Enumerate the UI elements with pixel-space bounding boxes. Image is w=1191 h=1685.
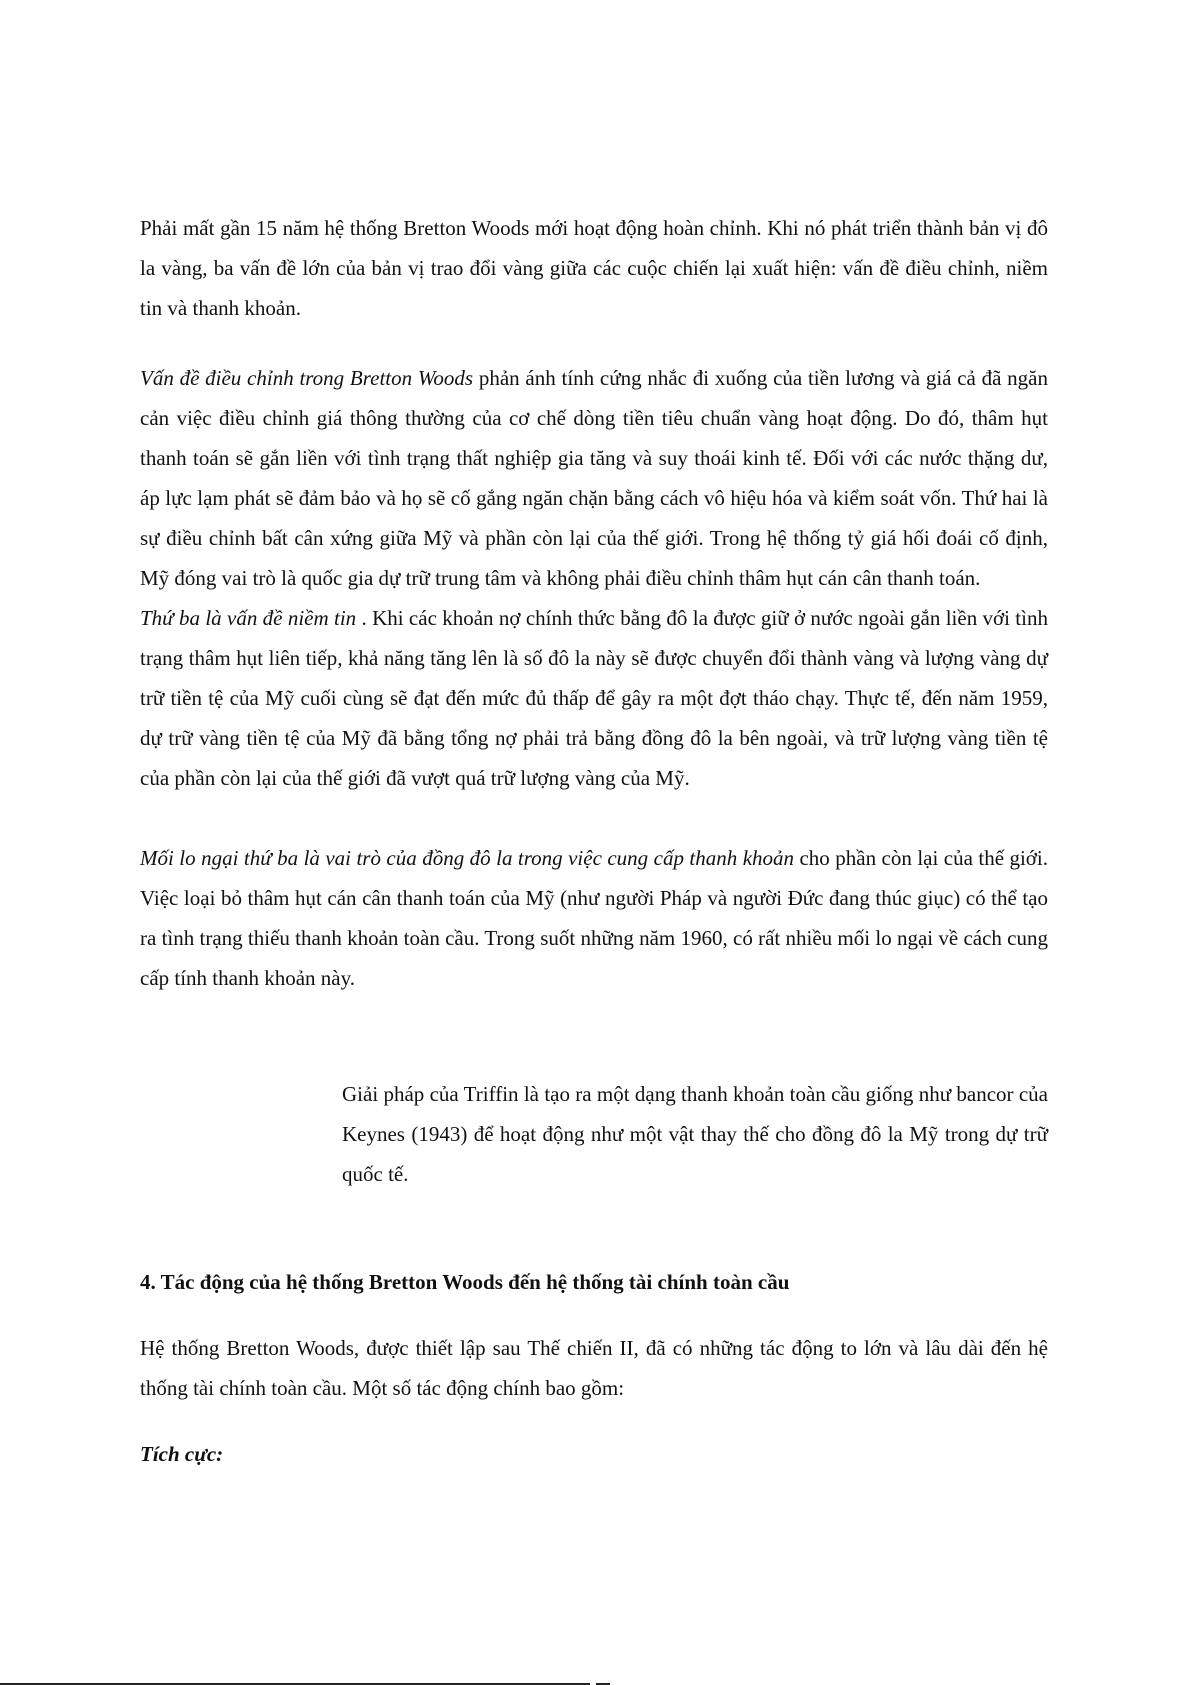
confidence-text: . Khi các khoản nợ chính thức bằng đô la được giữ ở nước ngoài gắn liền với tình trạng thâm hụt liên tiếp, khả năng tăng lên là số đô la này sẽ được chuyển đổi thành vàng và lượng vàng dự trữ tiền tệ của Mỹ cuối cùng sẽ đạt đến mức đủ thấp để gây ra một đợt tháo chạy. Thực tế, đến năm 1959, dự trữ vàng tiền tệ của Mỹ đã bằng tổng nợ phải trả bằng đồng đô la bên ngoài, và trữ lượng vàng tiền tệ của phần còn lại của thế giới đã vượt quá trữ lượng vàng của Mỹ. [140, 606, 1048, 790]
section-intro [140, 1328, 1048, 1408]
adjustment-text: phản ánh tính cứng nhắc đi xuống của tiền lương và giá cả đã ngăn cản việc điều chỉnh giá thông thường của cơ chế dòng tiền tiêu chuẩn vàng hoạt động. Do đó, thâm hụt thanh toán sẽ gắn liền với tình trạng thất nghiệp gia tăng và suy thoái kinh tế. Đối với các nước thặng dư, áp lực lạm phát sẽ đảm bảo và họ sẽ cố gắng ngăn chặn bằng cách vô hiệu hóa và kiểm soát vốn. Thứ hai là sự điều chỉnh bất cân xứng giữa Mỹ và phần còn lại của thế giới. Trong hệ thống tỷ giá hối đoái cố định, Mỹ đóng vai trò là quốc gia dự trữ trung tâm và không phải điều chỉnh thâm hụt cán cân thanh toán. [140, 366, 1048, 590]
liquidity-text: cho phần còn lại của thế giới. Việc loại bỏ thâm hụt cán cân thanh toán của Mỹ (như người Pháp và người Đức đang thúc giục) có thể tạo ra tình trạng thiếu thanh khoản toàn cầu. Trong suốt những năm 1960, có rất nhiều mối lo ngại về cách cung cấp tính thanh khoản này. [140, 846, 1048, 990]
paragraph-adjustment [140, 358, 1048, 598]
positive-subheading: Tích cực: [140, 1442, 224, 1466]
triffin-text: Giải pháp của Triffin là tạo ra một dạng thanh khoản toàn cầu giống như bancor của Keynes (1943) để hoạt động như một vật thay thế cho đồng đô la Mỹ trong dự trữ quốc tế. [342, 1082, 1048, 1186]
paragraph-intro [140, 208, 1048, 328]
confidence-term: Thứ ba là vấn đề niềm tin [140, 606, 357, 630]
paragraph-confidence [140, 598, 1048, 798]
adjustment-term: Vấn đề điều chỉnh trong Bretton Woods [140, 366, 474, 390]
paragraph-intro-text: Phải mất gần 15 năm hệ thống Bretton Woods mới hoạt động hoàn chỉnh. Khi nó phát triển thành bản vị đô la vàng, ba vấn đề lớn của bản vị trao đổi vàng giữa các cuộc chiến lại xuất hiện: vấn đề điều chỉnh, niềm tin và thanh khoản. [140, 216, 1048, 320]
paragraph-triffin [342, 1074, 1048, 1194]
section-heading: 4. Tác động của hệ thống Bretton Woods đến hệ thống tài chính toàn cầu [140, 1270, 790, 1294]
liquidity-term: Mối lo ngại thứ ba là vai trò của đồng đô la trong việc cung cấp thanh khoản [140, 846, 795, 870]
section-intro-text: Hệ thống Bretton Woods, được thiết lập sau Thế chiến II, đã có những tác động to lớn và lâu dài đến hệ thống tài chính toàn cầu. Một số tác động chính bao gồm: [140, 1336, 1048, 1400]
paragraph-liquidity [140, 838, 1048, 998]
